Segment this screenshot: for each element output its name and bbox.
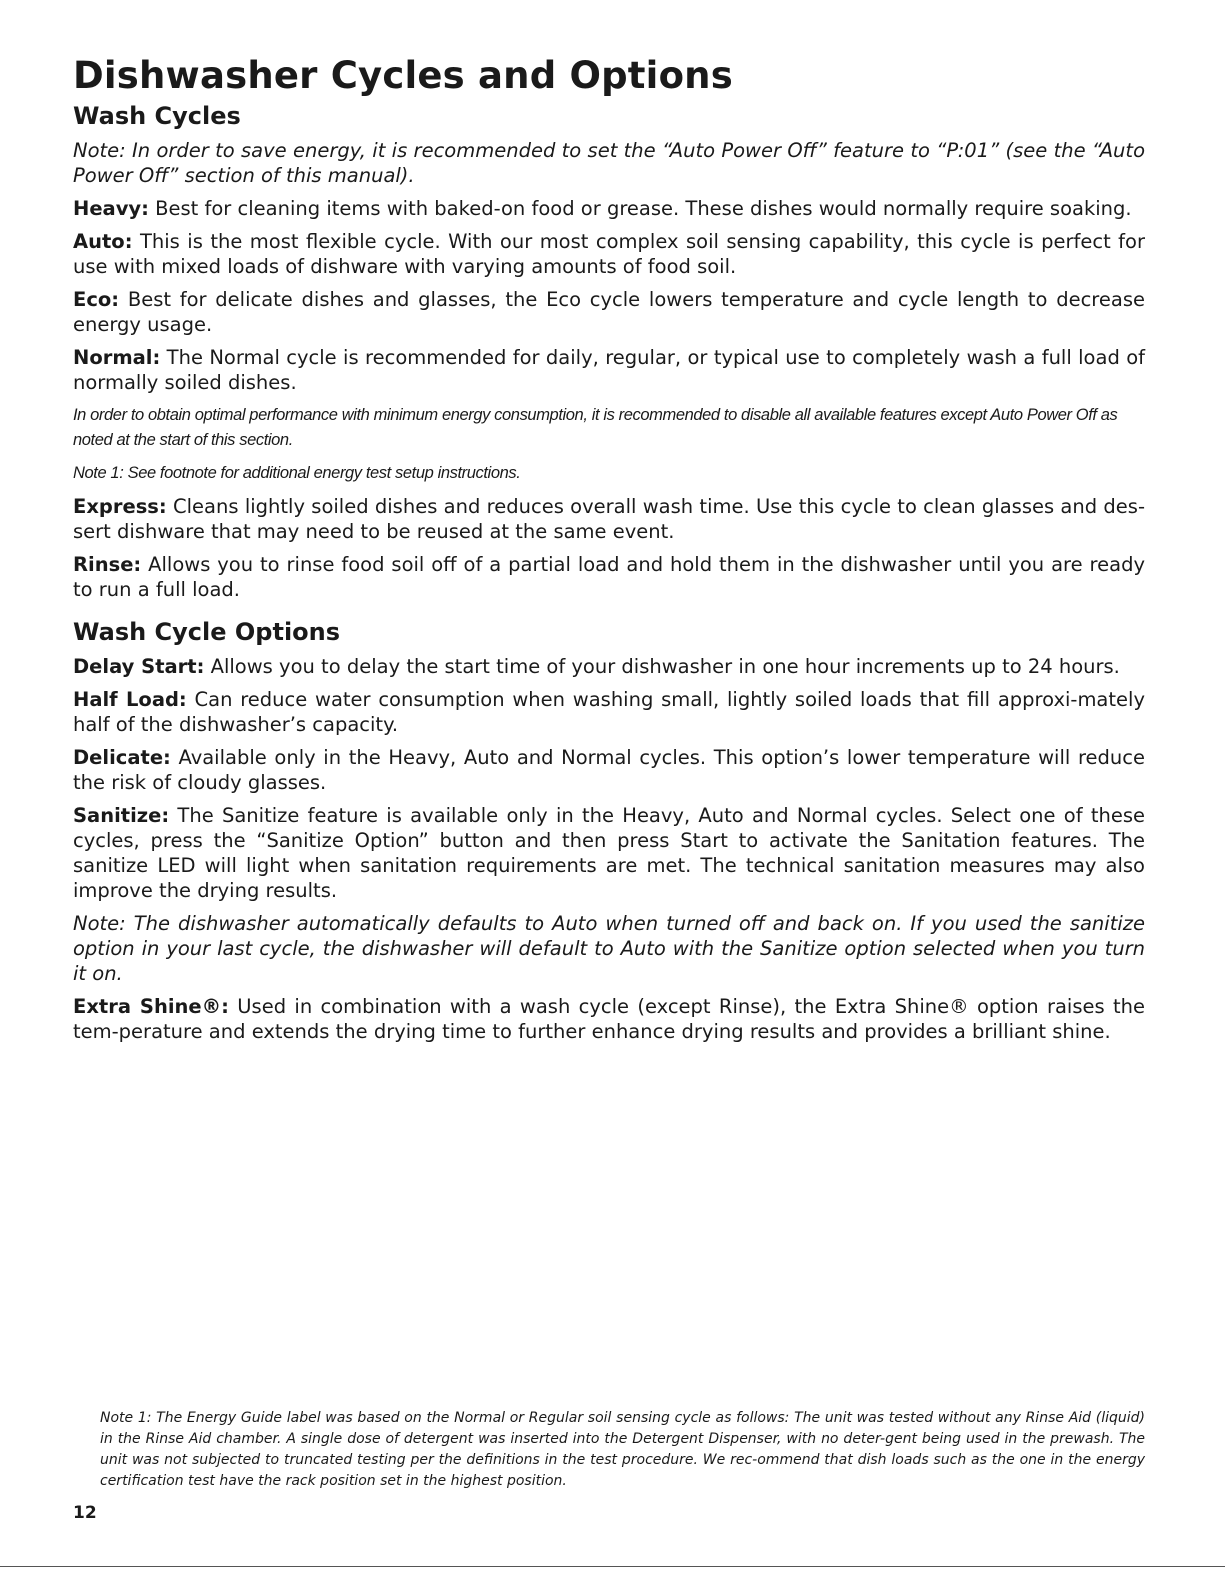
option-sanitize-text: The Sanitize feature is available only in the Heavy, Auto and Normal cycles. Select one of these cycles, press the “Sanitize Option” button and then press Start to activate the Sanitation features. The sanitize LED will light when sanitation requirements are met. The technical sanitation measures may also improve the drying results. [73,804,1145,902]
cycle-express-term: Express: [73,495,167,518]
cycle-normal-text: The Normal cycle is recommended for daily, regular, or typical use to completely wash a full load of normally soiled dishes. [73,346,1145,394]
cycle-heavy-text: Best for cleaning items with baked-on food or grease. These dishes would normally require soaking. [148,197,1132,220]
cycle-rinse [73,552,1145,602]
page-number: 12 [73,1503,97,1523]
cycle-auto [73,229,1145,279]
footnote-reference: Note 1: See footnote for additional energy test setup instructions. [73,464,521,482]
energy-fine-print: In order to obtain optimal performance with minimum energy consumption, it is recommended to disable all available features except Auto Power Off as noted at the start of this section. [73,406,1118,449]
cycle-normal [73,345,1145,395]
option-sanitize-term: Sanitize: [73,804,170,827]
option-delicate-text: Available only in the Heavy, Auto and Normal cycles. This option’s lower temperature will reduce the risk of cloudy glasses. [73,746,1145,794]
option-extra-shine-term: Extra Shine®: [73,995,229,1018]
option-delicate-term: Delicate: [73,746,171,769]
cycle-normal-term: Normal: [73,346,161,369]
cycle-express-text: Cleans lightly soiled dishes and reduces overall wash time. Use this cycle to clean glasses and des-sert dishware that may need to be reused at the same event. [73,495,1145,543]
option-half-load-term: Half Load: [73,688,187,711]
wash-cycle-options-heading: Wash Cycle Options [73,618,341,646]
wash-cycles-note: Note: In order to save energy, it is recommended to set the “Auto Power Off” feature to “P:01” (see the “Auto Power Off” section of this manual). [73,139,1145,187]
option-extra-shine-text: Used in combination with a wash cycle (except Rinse), the Extra Shine® option raises the tem-perature and extends the drying time to further enhance drying results and provides a brilliant shine. [73,995,1145,1043]
page-body [73,52,1145,1052]
option-delicate [73,745,1145,795]
sanitize-note: Note: The dishwasher automatically defaults to Auto when turned off and back on. If you used the sanitize option in your last cycle, the dishwasher will default to Auto with the Sanitize option selected when you turn it on. [73,912,1145,985]
cycle-eco-term: Eco: [73,288,120,311]
cycle-express [73,494,1145,544]
option-half-load-text: Can reduce water consumption when washing small, lightly soiled loads that fill approxi-mately half of the dishwasher’s capacity. [73,688,1145,736]
cycle-heavy [73,196,1145,221]
page-title: Dishwasher Cycles and Options [73,54,733,97]
option-delay-start-term: Delay Start: [73,655,205,678]
cycle-eco-text: Best for delicate dishes and glasses, the Eco cycle lowers temperature and cycle length to decrease energy usage. [73,288,1145,336]
option-sanitize [73,803,1145,903]
cycle-rinse-term: Rinse: [73,553,142,576]
energy-test-footnote: Note 1: The Energy Guide label was based on the Normal or Regular soil sensing cycle as follows: The unit was tested without any Rinse Aid (liquid) in the Rinse Aid chamber. A single dose of detergent was inserted into the Detergent Dispenser, with no deter-gent being used in the prewash. The unit was not subjected to truncated testing per the definitions in the test procedure. We rec-ommend that dish loads such as the one in the energy certification test have the rack position set in the highest position. [100,1410,1145,1489]
cycle-eco [73,287,1145,337]
option-delay-start-text: Allows you to delay the start time of your dishwasher in one hour increments up to 24 hours. [204,655,1120,678]
cycle-rinse-text: Allows you to rinse food soil off of a partial load and hold them in the dishwasher until you are ready to run a full load. [73,553,1145,601]
bottom-divider [0,1566,1225,1567]
option-delay-start [73,654,1145,679]
cycle-auto-term: Auto: [73,230,133,253]
option-half-load [73,687,1145,737]
cycle-heavy-term: Heavy: [73,197,149,220]
wash-cycles-heading: Wash Cycles [73,102,241,130]
cycle-auto-text: This is the most flexible cycle. With our most complex soil sensing capability, this cycle is perfect for use with mixed loads of dishware with varying amounts of food soil. [73,230,1145,278]
option-extra-shine [73,994,1145,1044]
